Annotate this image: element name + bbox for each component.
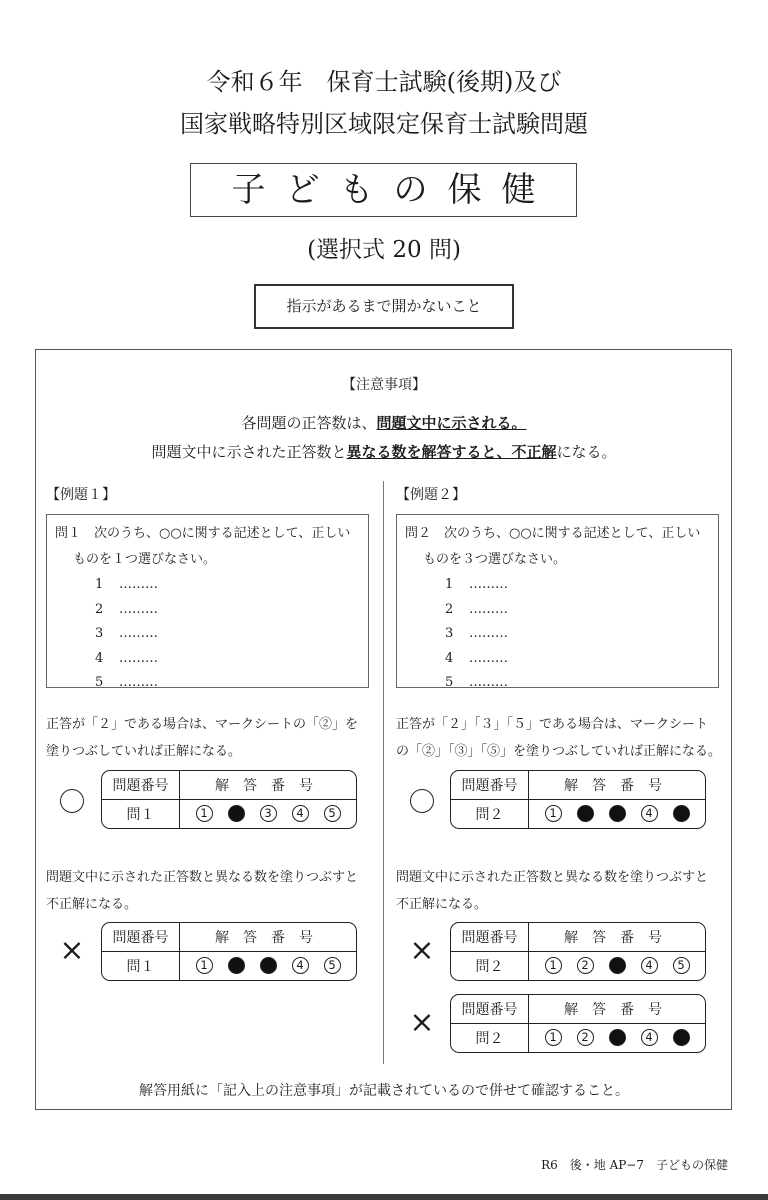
exam-title-line2: 国家戦略特別区域限定保育士試験問題 (180, 110, 588, 138)
wrong-cross-icon: × (409, 1005, 435, 1040)
sheet-header-answer-no: 解答番号 (215, 777, 327, 794)
answer-bubble: 2 (577, 1029, 594, 1046)
answer-bubble: 4 (641, 957, 658, 974)
answer-bubble: 4 (292, 957, 309, 974)
example1-correct-desc-line2: 塗りつぶしていれば正解になる。 (46, 744, 242, 759)
sheet-header-question-no: 問題番号 (451, 771, 529, 799)
answer-bubble: 1 (545, 957, 562, 974)
notice-line1 (0, 412, 768, 433)
example1-correct-desc-line1: 正答が「２」である場合は、マークシートの「②」を (46, 717, 359, 732)
example1-question-box (46, 514, 369, 688)
column-divider (383, 481, 384, 1064)
example1-correct-description (46, 711, 376, 765)
wrong-cross-icon: × (409, 933, 435, 968)
wrong-cross-icon: × (59, 933, 85, 968)
sheet-header-question-no: 問題番号 (451, 995, 529, 1023)
list-item: 3 ……… (445, 626, 508, 641)
answer-bubble: 1 (196, 805, 213, 822)
list-item: 4 ……… (95, 650, 158, 666)
sheet-header-question-no: 問題番号 (102, 923, 180, 951)
example2-correct-answer-sheet (450, 770, 706, 829)
notice-line2-text: 問題文中に示された正答数と (151, 443, 347, 461)
example2-title: 【例題２】 (396, 487, 466, 503)
answer-bubble: 4 (641, 1029, 658, 1046)
exam-title-line1: 令和６年 保育士試験(後期)及び (206, 68, 562, 96)
answer-bubble: 5 (324, 805, 341, 822)
answer-bubble: 1 (196, 957, 213, 974)
sheet-header-answer-no: 解答番号 (564, 929, 676, 946)
list-item: 5 ……… (445, 675, 508, 690)
example2-question-line1: 問２ 次のうち、○○に関する記述として、正しい (405, 526, 701, 541)
list-item: 4 ……… (445, 650, 508, 666)
example1-question-line1: 問１ 次のうち、○○に関する記述として、正しい (55, 526, 351, 541)
answer-bubble-filled: 2 (228, 805, 245, 822)
example2-wrong-answer-sheet-a (450, 922, 706, 981)
answer-bubble-filled: 5 (673, 1029, 690, 1046)
answer-bubble: 5 (324, 957, 341, 974)
list-item: 1 ……… (95, 577, 158, 592)
sheet-header-answer-no: 解答番号 (564, 777, 676, 794)
bottom-bar (0, 1194, 768, 1200)
sheet-header-question-no: 問題番号 (102, 771, 180, 799)
correct-circle-icon (410, 789, 434, 813)
example1-wrong-description (46, 864, 376, 918)
notice-line1-text: 各問題の正答数は、 (241, 414, 377, 432)
answer-bubble-filled: 5 (673, 805, 690, 822)
example2-question-box (396, 514, 719, 688)
list-item: 2 ……… (95, 601, 158, 617)
notice-line2 (0, 441, 768, 462)
list-item: 2 ……… (445, 601, 508, 617)
sheet-question-number: 問２ (451, 800, 529, 829)
answer-bubble: 5 (673, 957, 690, 974)
example2-wrong-answer-sheet-b (450, 994, 706, 1053)
example1-correct-answer-sheet (101, 770, 357, 829)
answer-bubble-filled: 3 (260, 957, 277, 974)
page-reference: R6 後・地 AP−7 子どもの保健 (541, 1158, 728, 1172)
sheet-header-answer-no: 解答番号 (564, 1001, 676, 1018)
answer-bubble-filled: 2 (228, 957, 245, 974)
list-item: 3 ……… (95, 626, 158, 641)
answer-bubble-filled: 2 (577, 805, 594, 822)
answer-bubble-filled: 3 (609, 957, 626, 974)
answer-bubble: 4 (641, 805, 658, 822)
notice-footer: 解答用紙に「記入上の注意事項」が記載されているので併せて確認すること。 (139, 1083, 629, 1099)
answer-bubble: 3 (260, 805, 277, 822)
subject-title: 子どもの保健 (190, 163, 577, 217)
example1-wrong-answer-sheet (101, 922, 357, 981)
example2-wrong-desc-line1: 問題文中に示された正答数と異なる数を塗りつぶすと (396, 870, 709, 885)
example2-correct-description (396, 711, 726, 765)
sheet-question-number: 問１ (102, 952, 180, 981)
notice-line1-emphasis: 問題文中に示される。 (376, 414, 527, 432)
example2-wrong-desc-line2: 不正解になる。 (396, 897, 488, 912)
sheet-question-number: 問２ (451, 1024, 529, 1053)
answer-bubble: 2 (577, 957, 594, 974)
answer-bubble: 1 (545, 805, 562, 822)
answer-bubble: 4 (292, 805, 309, 822)
do-not-open-notice: 指示があるまで開かないこと (254, 284, 514, 329)
example2-correct-desc-line1: 正答が「２」「３」「５」である場合は、マークシート (396, 717, 709, 732)
example2-wrong-description (396, 864, 726, 918)
example2-question-line2: ものを３つ選びなさい。 (423, 552, 567, 567)
sheet-header-question-no: 問題番号 (451, 923, 529, 951)
sheet-header-answer-no: 解答番号 (215, 929, 327, 946)
question-count: (選択式 20 問) (307, 237, 461, 263)
example1-wrong-desc-line1: 問題文中に示された正答数と異なる数を塗りつぶすと (46, 870, 359, 885)
answer-bubble-filled: 3 (609, 805, 626, 822)
sheet-question-number: 問２ (451, 952, 529, 981)
sheet-question-number: 問１ (102, 800, 180, 829)
list-item: 1 ……… (445, 577, 508, 592)
notice-line2-tail: になる。 (556, 443, 617, 461)
correct-circle-icon (60, 789, 84, 813)
notice-heading: 【注意事項】 (342, 377, 426, 393)
example1-title: 【例題１】 (46, 487, 116, 503)
example1-question-line2: ものを１つ選びなさい。 (73, 552, 217, 567)
notice-line2-emphasis: 異なる数を解答すると、不正解 (346, 443, 557, 461)
example2-correct-desc-line2: の「②」「③」「⑤」を塗りつぶしていれば正解になる。 (396, 744, 722, 759)
list-item: 5 ……… (95, 675, 158, 690)
example1-wrong-desc-line2: 不正解になる。 (46, 897, 138, 912)
answer-bubble: 1 (545, 1029, 562, 1046)
answer-bubble-filled: 3 (609, 1029, 626, 1046)
